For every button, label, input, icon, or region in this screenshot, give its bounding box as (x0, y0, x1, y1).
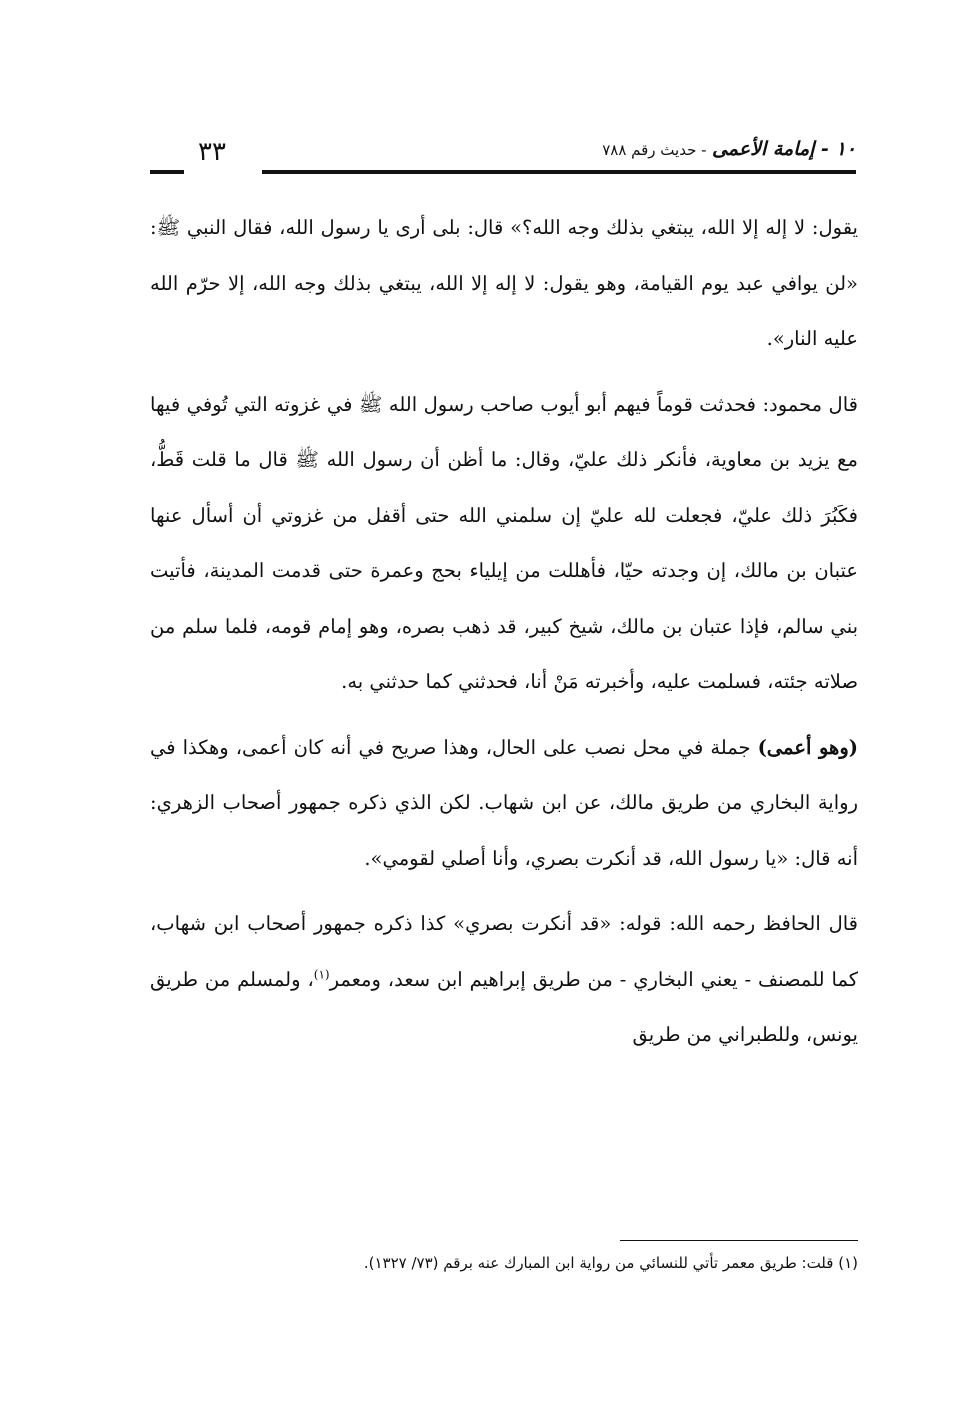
paragraph-4-text-start: قال الحافظ رحمه الله: قوله: «قد أنكرت بصري» كذا ذكره جمهور أصحاب ابن شهاب، كما للمصنف - يعني البخاري - من طريق إبراهيم ابن سعد، ومعمر (150, 912, 858, 991)
footnote-rule (620, 1240, 858, 1241)
running-head (150, 128, 856, 172)
paragraph-1 (150, 200, 858, 367)
hadith-reference: - حديث رقم ٧٨٨ (602, 141, 707, 159)
chapter-title: ١٠ - إمامة الأعمى (711, 138, 856, 160)
paragraph-2-text: قال محمود: فحدثت قوماً فيهم أبو أيوب صاحب رسول الله ﷺ في غزوته التي تُوفي فيها مع يزيد بن معاوية، فأنكر ذلك عليّ، وقال: ما أظن أن رسول الله ﷺ قال ما قلت قَطُّ، فكَبُرَ ذلك عليّ، فجعلت لله عليّ إن سلمني الله حتى أقفل من غزوتي أن أسأل عنها عتبان بن مالك، إن وجدته حيّا، فأهللت من إيلياء بحج وعمرة حتى قدمت المدينة، فأتيت بني سالم، فإذا عتبان بن مالك، شيخ كبير، قد ذهب بصره، وهو إمام قومه، فلما سلم من صلاته جئته، فسلمت عليه، وأخبرته مَنْ أنا، فحدثني كما حدثني به. (150, 392, 858, 693)
main-text (150, 200, 858, 1063)
paragraph-3 (150, 720, 858, 887)
paragraph-3-lemma: (وهو أعمى) (757, 735, 858, 759)
page-number: ٣٣ (198, 137, 226, 167)
paragraph-4-text-end: ، ولمسلم من طريق يونس، وللطبراني من طريق (150, 967, 858, 1046)
footnote: (١) قلت: طريق معمر تأتي للنسائي من رواية ابن المبارك عنه برقم (٧٣/ ١٣٢٧). (363, 1254, 858, 1272)
footnote-marker: (١) (313, 967, 330, 981)
chapter-heading (602, 136, 856, 163)
header-dash (150, 170, 184, 174)
header-rule (262, 170, 856, 174)
paragraph-4 (150, 896, 858, 1063)
paragraph-2 (150, 377, 858, 710)
paragraph-1-text: يقول: لا إله إلا الله، يبتغي بذلك وجه الله؟» قال: بلى أرى يا رسول الله، فقال النبي ﷺ: «لن يوافي عبد يوم القيامة، وهو يقول: لا إله إلا الله، يبتغي بذلك وجه الله، إلا حرّم الله عليه النار». (150, 216, 858, 350)
paragraph-3-text: جملة في محل نصب على الحال، وهذا صريح في أنه كان أعمى، وهكذا في رواية البخاري من طريق مالك، عن ابن شهاب. لكن الذي ذكره جمهور أصحاب الزهري: أنه قال: «يا رسول الله، قد أنكرت بصري، وأنا أصلي لقومي». (150, 735, 858, 870)
